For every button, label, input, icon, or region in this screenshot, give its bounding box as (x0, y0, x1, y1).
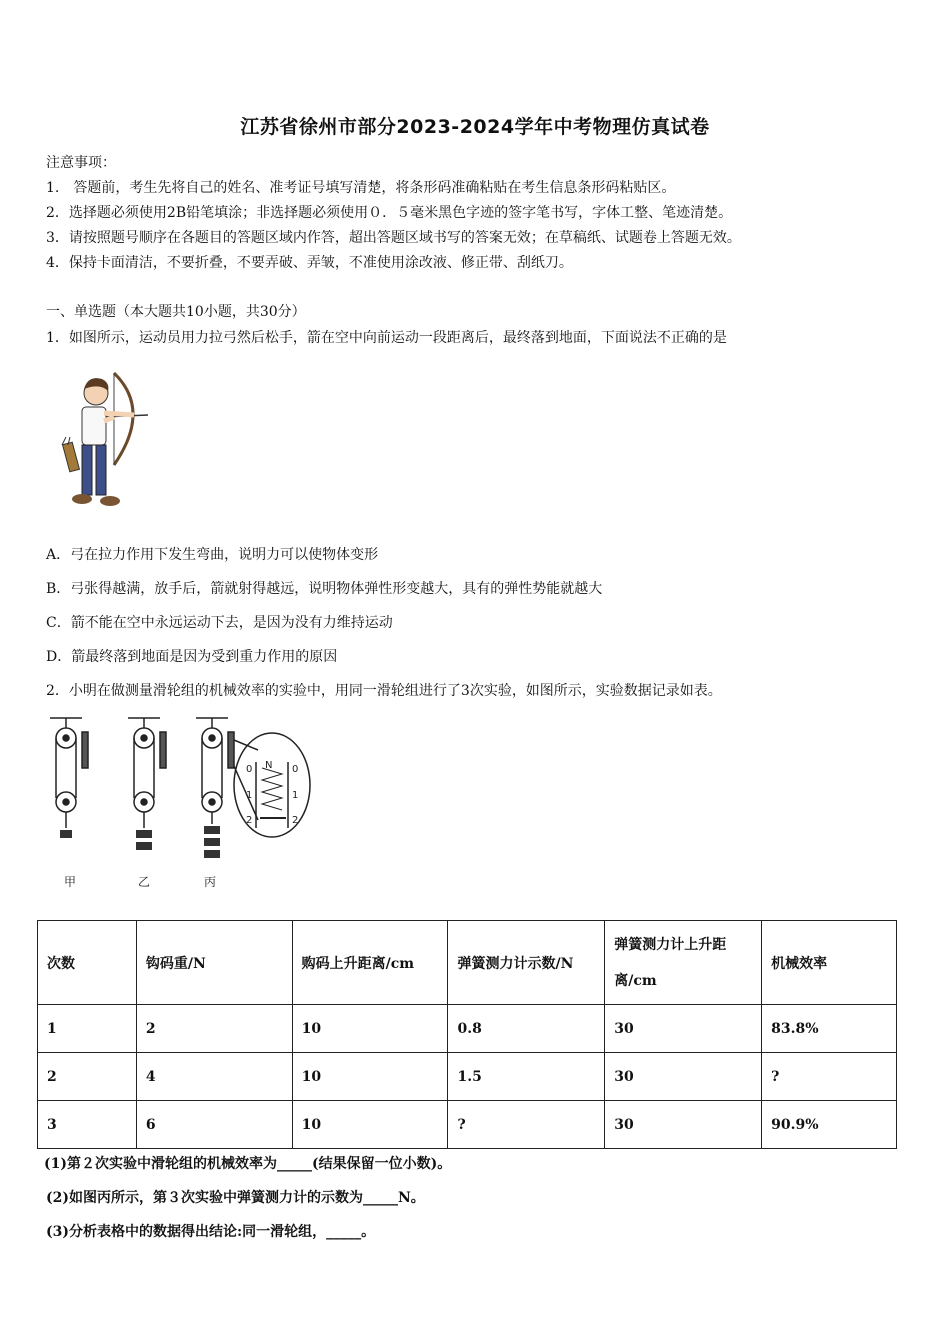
table-cell: 1 (38, 1005, 137, 1053)
subquestion-1: (1)第２次实验中滑轮组的机械效率为_____(结果保留一位小数)。 (44, 1156, 452, 1172)
table-header-cell: 次数 (38, 921, 137, 1005)
table-cell: 3 (38, 1101, 137, 1149)
table-header-cell: 钩码重/N (136, 921, 292, 1005)
table-cell: 0.8 (448, 1005, 605, 1053)
subquestion-3: (3)分析表格中的数据得出结论:同一滑轮组，_____。 (46, 1224, 376, 1240)
notice-item: 1. 答题前，考生先将自己的姓名、准考证号填写清楚，将条形码准确粘贴在考生信息条形码粘贴区。 (46, 180, 676, 196)
table-cell: 6 (136, 1101, 292, 1149)
table-row (38, 1005, 897, 1053)
option-d: D．箭最终落到地面是因为受到重力作用的原因 (46, 649, 338, 665)
notice-item: 4．保持卡面清洁，不要折叠，不要弄破、弄皱，不准使用涂改液、修正带、刮纸刀。 (46, 255, 573, 271)
table-header-cell: 弹簧测力计示数/N (448, 921, 605, 1005)
table-cell: 90.9% (762, 1101, 897, 1149)
table-header-cell: 购码上升距离/cm (292, 921, 448, 1005)
pulley-figure (40, 710, 315, 895)
notice-item: 3．请按照题号顺序在各题目的答题区域内作答，超出答题区域书写的答案无效；在草稿纸、试题卷上答题无效。 (46, 230, 741, 246)
section-heading: 一、单选题（本大题共10小题，共30分） (46, 304, 306, 320)
table-header-cell: 机械效率 (762, 921, 897, 1005)
figure-label-bing: 丙 (204, 875, 217, 889)
table-row (38, 1053, 897, 1101)
figure-label-jia: 甲 (64, 875, 77, 889)
option-c: C．箭不能在空中永远运动下去，是因为没有力维持运动 (46, 615, 393, 631)
table-cell: 10 (292, 1101, 448, 1149)
experiment-data-table (37, 920, 897, 1149)
table-cell: 30 (605, 1053, 762, 1101)
option-a: A．弓在拉力作用下发生弯曲，说明力可以使物体变形 (46, 547, 379, 563)
table-cell: 83.8% (762, 1005, 897, 1053)
scale-tick-label: 0 (246, 764, 253, 775)
scale-unit-label: N (265, 760, 273, 771)
scale-tick-label: 1 (246, 790, 253, 801)
table-cell: ? (448, 1101, 605, 1149)
table-header-cell: 弹簧测力计上升距离/cm (605, 921, 762, 1005)
scale-tick-label: 2 (246, 815, 253, 826)
notice-item: 2．选择题必须使用2B铅笔填涂；非选择题必须使用０．５毫米黑色字迹的签字笔书写，字体工整、笔迹清楚。 (46, 205, 733, 221)
table-cell: 10 (292, 1053, 448, 1101)
question-2-stem: 2．小明在做测量滑轮组的机械效率的实验中，用同一滑轮组进行了3次实验，如图所示，实验数据记录如表。 (46, 683, 722, 699)
table-cell: 10 (292, 1005, 448, 1053)
table-row (38, 1101, 897, 1149)
table-cell: 2 (136, 1005, 292, 1053)
subquestion-2: (2)如图丙所示，第３次实验中弹簧测力计的示数为_____N。 (46, 1190, 425, 1206)
archer-illustration (52, 365, 152, 510)
notice-heading: 注意事项： (46, 155, 116, 171)
table-cell: ? (762, 1053, 897, 1101)
table-cell: 4 (136, 1053, 292, 1101)
scale-tick-label: 0 (292, 764, 299, 775)
table-cell: 2 (38, 1053, 137, 1101)
page-title: 江苏省徐州市部分2023-2024学年中考物理仿真试卷 (240, 116, 710, 138)
table-cell: 30 (605, 1005, 762, 1053)
question-1-stem: 1．如图所示，运动员用力拉弓然后松手，箭在空中向前运动一段距离后，最终落到地面，下面说法不正确的是 (46, 330, 727, 346)
table-cell: 1.5 (448, 1053, 605, 1101)
figure-label-yi: 乙 (138, 875, 151, 889)
table-cell: 30 (605, 1101, 762, 1149)
option-b: B．弓张得越满，放手后，箭就射得越远，说明物体弹性形变越大，具有的弹性势能就越大 (46, 581, 603, 597)
scale-tick-label: 1 (292, 790, 299, 801)
scale-tick-label: 2 (292, 815, 299, 826)
table-header-row (38, 921, 897, 1005)
